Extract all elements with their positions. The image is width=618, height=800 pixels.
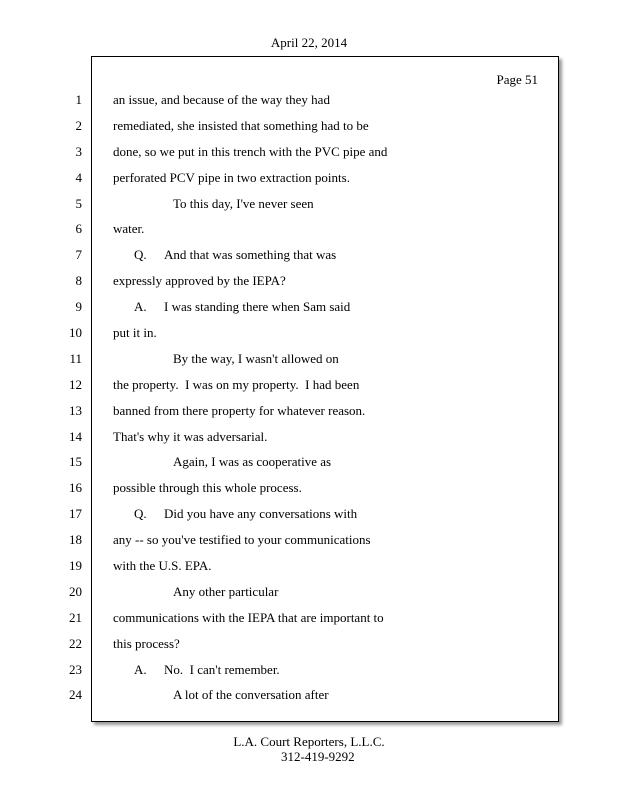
transcript-line — [0, 144, 618, 170]
line-number: 22 — [69, 635, 82, 651]
line-text — [134, 506, 357, 522]
transcript-line — [0, 118, 618, 144]
transcript-line — [0, 584, 618, 610]
line-text — [113, 403, 365, 419]
transcript-line — [0, 429, 618, 455]
transcript-line — [0, 196, 618, 222]
line-text — [113, 221, 144, 237]
line-text — [113, 144, 387, 160]
line-text — [113, 558, 211, 574]
page-number: Page 51 — [496, 72, 538, 87]
transcript-line — [0, 170, 618, 196]
transcript-line — [0, 221, 618, 247]
qa-marker: Q. — [134, 247, 147, 263]
line-content: any -- so you've testified to your communications — [113, 532, 371, 548]
transcript-line — [0, 454, 618, 480]
header-date: April 22, 2014 — [270, 35, 348, 50]
line-content: And that was something that was — [164, 247, 337, 263]
line-content: To this day, I've never seen — [173, 195, 314, 211]
line-content: banned from there property for whatever reason. — [113, 402, 366, 418]
line-content: A lot of the conversation after — [173, 687, 329, 703]
line-text — [134, 247, 336, 263]
line-number: 9 — [75, 299, 82, 315]
transcript-line — [0, 687, 618, 713]
line-number: 12 — [69, 376, 82, 392]
line-number: 4 — [75, 169, 82, 185]
transcript-line — [0, 92, 618, 118]
line-text — [113, 429, 267, 445]
line-text — [134, 662, 280, 678]
line-content: communications with the IEPA that are important to — [113, 609, 384, 625]
transcript-line — [0, 247, 618, 273]
line-content: done, so we put in this trench with the PVC pipe and — [113, 143, 388, 159]
line-number: 8 — [75, 273, 82, 289]
line-number: 6 — [75, 221, 82, 237]
line-content: remediated, she insisted that something had to be — [113, 117, 369, 133]
line-number: 14 — [69, 428, 82, 444]
transcript-line — [0, 558, 618, 584]
line-content: expressly approved by the IEPA? — [113, 273, 286, 289]
footer-company: L.A. Court Reporters, L.L.C. — [233, 734, 385, 749]
transcript-line — [0, 662, 618, 688]
line-number: 21 — [69, 609, 82, 625]
transcript-line — [0, 636, 618, 662]
line-text — [173, 454, 331, 470]
transcript-line — [0, 325, 618, 351]
line-content: I was standing there when Sam said — [164, 299, 351, 315]
transcript-line — [0, 351, 618, 377]
line-content: perforated PCV pipe in two extraction points. — [113, 169, 350, 185]
qa-marker: Q. — [134, 506, 147, 522]
line-number: 13 — [69, 402, 82, 418]
line-text — [113, 636, 180, 652]
line-content: the property. I was on my property. I had been — [113, 376, 360, 392]
line-number: 17 — [69, 506, 82, 522]
transcript-line — [0, 299, 618, 325]
line-content: Did you have any conversations with — [164, 506, 358, 522]
line-text — [173, 584, 278, 600]
line-content: No. I can't remember. — [164, 661, 280, 677]
footer — [0, 734, 618, 764]
line-content: That's why it was adversarial. — [113, 428, 268, 444]
line-text — [113, 610, 384, 626]
transcript-line — [0, 480, 618, 506]
line-text — [113, 118, 369, 134]
line-content: Again, I was as cooperative as — [173, 454, 332, 470]
transcript-line — [0, 506, 618, 532]
line-number: 19 — [69, 558, 82, 574]
line-number: 15 — [69, 454, 82, 470]
transcript-line — [0, 610, 618, 636]
line-number: 2 — [75, 117, 82, 133]
line-text — [173, 687, 329, 703]
transcript-lines — [0, 92, 618, 713]
line-content: possible through this whole process. — [113, 480, 302, 496]
qa-marker: A. — [134, 661, 147, 677]
line-number: 20 — [69, 583, 82, 599]
line-number: 1 — [75, 92, 82, 107]
line-content: Any other particular — [173, 583, 279, 599]
transcript-line — [0, 273, 618, 299]
line-text — [113, 170, 350, 186]
line-content: an issue, and because of the way they had — [113, 92, 330, 107]
line-number: 18 — [69, 532, 82, 548]
line-number: 23 — [69, 661, 82, 677]
line-number: 24 — [69, 687, 82, 703]
line-number: 10 — [69, 325, 82, 341]
line-content: this process? — [113, 635, 180, 651]
footer-phone: 312-419-9292 — [281, 749, 355, 764]
line-text — [113, 325, 157, 341]
qa-marker: A. — [134, 299, 147, 315]
transcript-line — [0, 403, 618, 429]
transcript-line — [0, 377, 618, 403]
line-text — [113, 532, 371, 548]
line-number: 11 — [69, 350, 82, 366]
line-number: 16 — [69, 480, 82, 496]
line-content: put it in. — [113, 325, 157, 341]
transcript-line — [0, 532, 618, 558]
line-text — [113, 377, 359, 393]
line-number: 3 — [75, 143, 82, 159]
line-text — [134, 299, 350, 315]
line-number: 7 — [75, 247, 82, 263]
line-text — [173, 196, 314, 212]
line-text — [173, 351, 339, 367]
line-text — [113, 273, 286, 289]
line-content: with the U.S. EPA. — [113, 558, 212, 574]
line-content: water. — [113, 221, 145, 237]
line-number: 5 — [75, 195, 82, 211]
line-text — [113, 92, 330, 108]
line-text — [113, 480, 302, 496]
line-content: By the way, I wasn't allowed on — [173, 350, 339, 366]
